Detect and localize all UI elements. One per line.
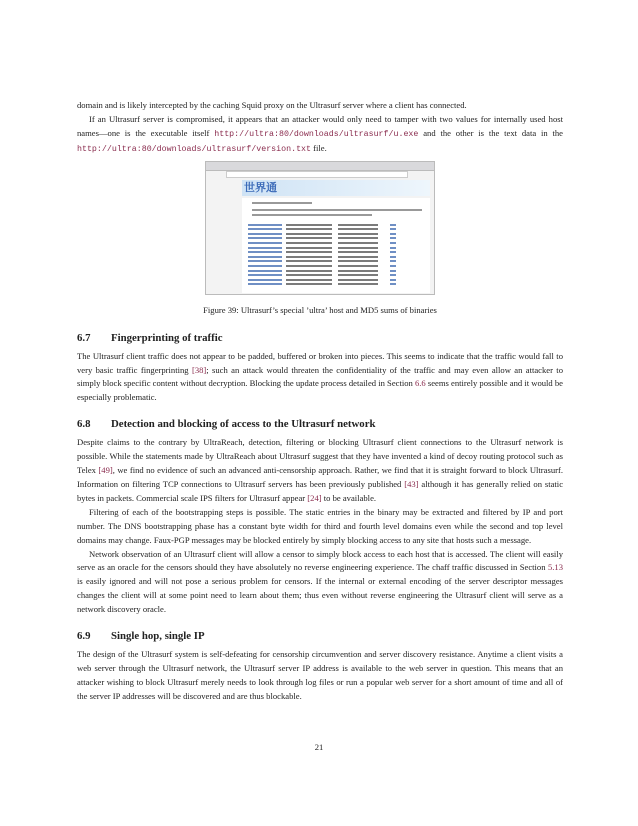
table-cell bbox=[338, 224, 378, 226]
section-6-9-heading: 6.9 Single hop, single IP bbox=[77, 630, 205, 643]
text-line bbox=[252, 209, 422, 211]
table-cell bbox=[286, 279, 332, 281]
url-version: http://ultra:80/downloads/ultrasurf/version.txt bbox=[77, 144, 312, 154]
citation[interactable]: [43] bbox=[404, 478, 419, 489]
intro-paragraph: domain and is likely intercepted by the caching Squid proxy on the Ultrasurf server where a client has connected. bbox=[77, 100, 467, 110]
citation[interactable]: [38] bbox=[191, 364, 207, 375]
table-cell bbox=[390, 279, 396, 281]
table-cell bbox=[286, 228, 332, 230]
table-cell bbox=[390, 251, 396, 253]
table-cell bbox=[248, 256, 282, 258]
table-cell bbox=[338, 283, 378, 285]
section-6-7-paragraph: The Ultrasurf client traffic does not appear to be padded, buffered or broken into pieces. This seems to indicate that the traffic would fall to very basic traffic fingerprinting [38]; such an attack would threaten the confidentiality of the traffic and may even allow an attacker to simply block specific content without decryption. Blocking the update process detailed in Section 6.6 seems entirely possible and it would be especially problematic. bbox=[77, 350, 563, 403]
table-cell bbox=[338, 256, 378, 258]
table-cell bbox=[286, 265, 332, 267]
citation[interactable]: [49] bbox=[98, 465, 113, 476]
table-cell bbox=[248, 233, 282, 235]
table-cell bbox=[248, 242, 282, 244]
site-logo: 世界通 bbox=[244, 180, 277, 194]
section-6-8-paragraph-3: Network observation of an Ultrasurf client will allow a censor to simply block access to each host that is accessed. The client will easily serve as an oracle for the censors should they have absolutely no reverse engineering experience. The chaff traffic discussed in Section 5.13 is easily ignored and will not pose a serious problem for censors. If the internal or external encoding of the server descriptor messages changes the client will at some point need to learn about them; thus even without reverse engineering the Ultrasurf client will serve as a network discovery oracle. bbox=[77, 548, 563, 615]
table-cell bbox=[390, 274, 396, 276]
table-cell bbox=[248, 265, 282, 267]
section-link[interactable]: 5.13 bbox=[547, 562, 563, 573]
table-cell bbox=[248, 274, 282, 276]
table-cell bbox=[338, 242, 378, 244]
table-cell bbox=[248, 247, 282, 249]
table-cell bbox=[286, 260, 332, 262]
table-cell bbox=[286, 224, 332, 226]
table-cell bbox=[338, 251, 378, 253]
table-cell bbox=[338, 265, 378, 267]
text-line bbox=[252, 202, 312, 204]
table-cell bbox=[248, 251, 282, 253]
paper-page bbox=[77, 0, 563, 704]
section-6-8-paragraph-1: Despite claims to the contrary by UltraReach, detection, filtering or blocking Ultrasurf client connections to the Ultrasurf network is possible. While the statements made by UltraReach about Ultrasurf suggest that they have invented a kind of decoy routing protocol such as Telex [49], we find no evidence of such an advanced anti-censorship approach. Rather, we find that it is straight forward to block Ultrasurf. Information on filtering TCP connections to Ultrasurf servers has been previously published [43] although it has generally relied on static bytes in packets. Commercial scale IPS filters for Ultrasurf appear [24] to be available. bbox=[77, 437, 564, 503]
table-cell bbox=[286, 251, 332, 253]
citation[interactable]: [24] bbox=[307, 492, 322, 503]
table-cell bbox=[286, 283, 332, 285]
table-cell bbox=[390, 283, 396, 285]
table-cell bbox=[338, 228, 378, 230]
table-cell bbox=[390, 270, 396, 272]
table-cell bbox=[248, 237, 282, 239]
table-cell bbox=[390, 256, 396, 258]
table-cell bbox=[338, 233, 378, 235]
figure-39 bbox=[77, 157, 563, 319]
table-cell bbox=[390, 247, 396, 249]
table-cell bbox=[390, 224, 396, 226]
table-cell bbox=[338, 279, 378, 281]
section-6-9-paragraph: The design of the Ultrasurf system is self-defeating for censorship circumvention and server discovery resistance. Anytime a client visits a web server through the Ultrasurf network, the Ultrasurf server IP address is available to the web server in question. This means that an attacker wishing to block Ultrasurf merely needs to look through log files or run a popular web server for a short amount of time and all of the server IP addresses will be discovered and are thus blockable. bbox=[77, 649, 563, 701]
table-cell bbox=[338, 274, 378, 276]
table-cell bbox=[248, 279, 282, 281]
page-number: 21 bbox=[314, 742, 324, 752]
table-cell bbox=[390, 242, 396, 244]
figure-caption: Figure 39: Ultrasurf’s special ’ultra’ host and MD5 sums of binaries bbox=[203, 304, 437, 315]
table-cell bbox=[338, 247, 378, 249]
section-link[interactable]: 6.6 bbox=[414, 378, 426, 389]
table-cell bbox=[338, 270, 378, 272]
table-cell bbox=[286, 274, 332, 276]
table-cell bbox=[286, 247, 332, 249]
table-cell bbox=[286, 233, 332, 235]
table-cell bbox=[286, 270, 332, 272]
table-cell bbox=[338, 237, 378, 239]
table-cell bbox=[390, 260, 396, 262]
url-exe: http://ultra:80/downloads/ultrasurf/u.exe bbox=[214, 129, 419, 139]
table-cell bbox=[390, 228, 396, 230]
table-cell bbox=[248, 283, 282, 285]
table-cell bbox=[286, 237, 332, 239]
browser-screenshot bbox=[205, 161, 435, 295]
table-cell bbox=[390, 237, 396, 239]
intro-paragraph-2: If an Ultrasurf server is compromised, it appears that an attacker would only need to tamper with two values for internally used host names—one is the executable itself http://ultra:80/downloads/ultrasurf/u.exe and the other is the text data in the http://ultra:80/downloads/ultrasurf/version.txt file. bbox=[77, 113, 564, 154]
table-cell bbox=[338, 260, 378, 262]
table-cell bbox=[286, 256, 332, 258]
section-6-7-heading: 6.7 Fingerprinting of traffic bbox=[77, 331, 223, 344]
table-cell bbox=[248, 228, 282, 230]
table-cell bbox=[390, 265, 396, 267]
text-line bbox=[252, 214, 372, 216]
table-cell bbox=[248, 270, 282, 272]
table-cell bbox=[286, 242, 332, 244]
table-cell bbox=[248, 224, 282, 226]
table-cell bbox=[248, 260, 282, 262]
table-cell bbox=[390, 233, 396, 235]
section-6-8-paragraph-2: Filtering of each of the bootstrapping steps is possible. The static entries in the binary may be extracted and filtered by IP and port number. The DNS bootstrapping phase has a constant byte width for third and fourth level domains even while the second and top level domains may change. Faux-PGP messages may be blocked entirely by simply blocking access to any site that hosts such a message. bbox=[77, 506, 563, 545]
section-6-8-heading: 6.8 Detection and blocking of access to the Ultrasurf network bbox=[77, 418, 376, 431]
